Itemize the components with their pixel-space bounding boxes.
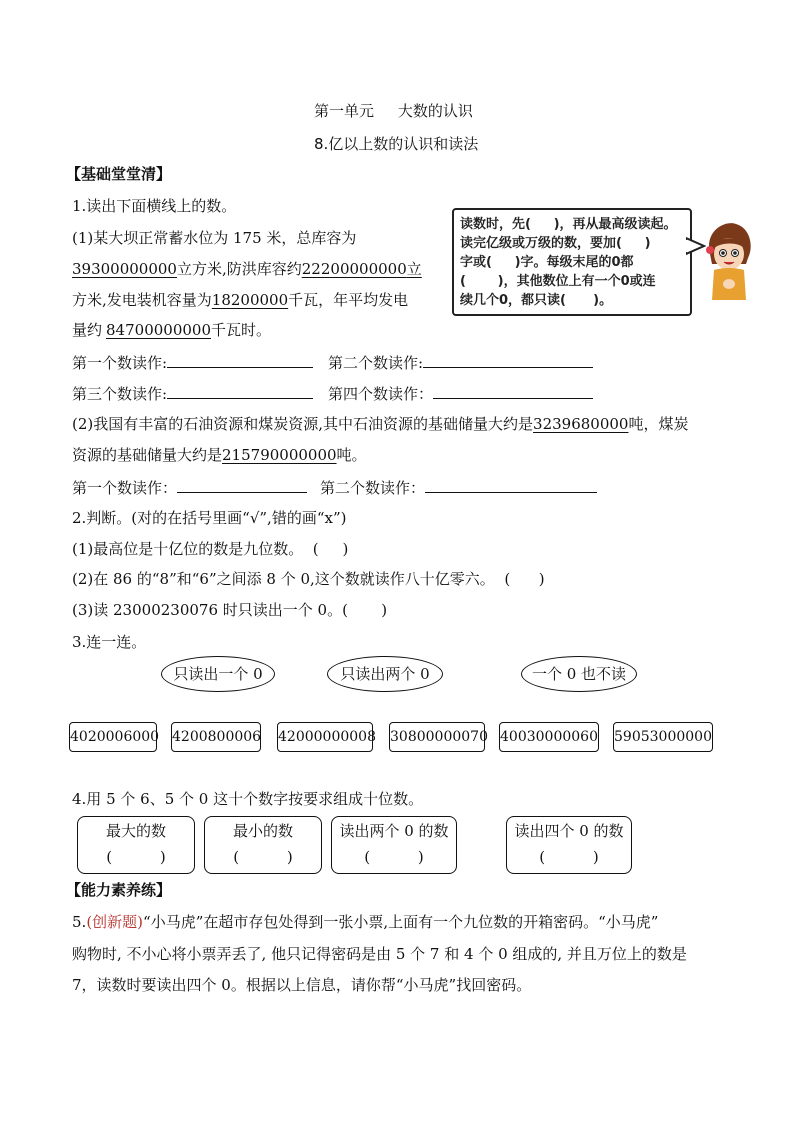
number-5: 3239680000	[533, 415, 629, 433]
q1-read-label: 第四个数读作：	[328, 385, 434, 403]
q2-item-3: (3)读 23000230076 时只读出一个 0。( )	[72, 601, 388, 619]
q1-p1-line4	[72, 320, 271, 340]
read-line-6	[320, 477, 597, 498]
number-box-1[interactable]: 4020006000	[69, 722, 157, 752]
answer-box-smallest[interactable]	[204, 816, 322, 874]
read-line-3	[72, 383, 313, 404]
answer-blank[interactable]	[433, 383, 593, 399]
q1-read-label: 第三个数读作:	[72, 385, 168, 403]
answer-box-label: 读出两个 0 的数	[339, 822, 449, 840]
oval-read-two-zeros[interactable]: 只读出两个 0	[327, 656, 443, 692]
q1-read-label: 第二个数读作:	[328, 354, 424, 372]
number-4: 84700000000	[106, 321, 211, 339]
q1-text: 吨。	[336, 446, 367, 464]
q1-p1-line3	[72, 290, 408, 310]
q1-text: (2)我国有丰富的石油资源和煤炭资源,其中石油资源的基础储量大约是	[72, 415, 534, 433]
lesson-title: 8.亿以上数的认识和读法	[314, 135, 479, 153]
q1-read-label: 第一个数读作：	[72, 479, 178, 497]
read-line-4	[328, 383, 593, 404]
q1-p1-line1: (1)某大坝正常蓄水位为 175 米，总库容为	[72, 229, 357, 247]
tip-bubble	[452, 208, 692, 316]
answer-blank[interactable]	[425, 477, 597, 493]
q1-text: 方米,发电装机容量为	[72, 291, 212, 309]
answer-box-four-zeros[interactable]	[506, 816, 632, 874]
answer-box-paren[interactable]: ( )	[539, 848, 599, 866]
answer-blank[interactable]	[167, 352, 313, 368]
section-ability: 【能力素养练】	[66, 881, 172, 899]
answer-box-label: 读出四个 0 的数	[514, 822, 624, 840]
q1-text: 千瓦，年平均发电	[288, 291, 409, 309]
q1-p2-line2	[72, 445, 367, 465]
q1-p1-line2	[72, 259, 422, 279]
oval-read-one-zero[interactable]: 只读出一个 0	[161, 656, 275, 692]
q1-text: 千瓦时。	[211, 321, 272, 339]
section-basic: 【基础堂堂清】	[66, 165, 172, 183]
number-1: 39300000000	[72, 260, 177, 278]
q5-line-2: 购物时, 不小心将小票弄丢了, 他只记得密码是由 5 个 7 和 4 个 0 组成的, 并且万位上的数是	[72, 945, 687, 963]
q1-text-li: 立	[406, 260, 422, 278]
q5-number: 5.	[72, 913, 87, 931]
q5-text: “小马虎”在超市存包处得到一张小票,上面有一个九位数的开箱密码。“小马虎”	[143, 913, 659, 931]
answer-box-paren[interactable]: ( )	[106, 848, 166, 866]
q2-title: 2.判断。(对的在括号里画“√”,错的画“x”)	[72, 509, 347, 527]
number-box-2[interactable]: 4200800006	[171, 722, 261, 752]
q1-text: 量约	[72, 321, 103, 339]
q1-text: 资源的基础储量大约是	[72, 446, 223, 464]
answer-blank[interactable]	[167, 383, 313, 399]
number-box-4[interactable]: 30800000070	[389, 722, 485, 752]
number-box-5[interactable]: 40030000060	[499, 722, 599, 752]
q5-tag: (创新题)	[86, 913, 144, 931]
tip-line-5: 续几个0，都只读( )。	[460, 293, 613, 308]
answer-box-label: 最小的数	[232, 822, 293, 840]
q1-text: 立方米,防洪库容约	[176, 260, 302, 278]
answer-box-paren[interactable]: ( )	[233, 848, 293, 866]
tip-line-3: 字或( )字。每级末尾的0都	[460, 255, 634, 270]
read-line-5	[72, 477, 307, 498]
q5-line-1	[72, 912, 658, 932]
q3-title: 3.连一连。	[72, 633, 147, 651]
q2-item-2: (2)在 86 的“8”和“6”之间添 8 个 0,这个数就读作八十亿零六。 ( )	[72, 570, 545, 588]
answer-blank[interactable]	[423, 352, 593, 368]
q1-title: 1.读出下面横线上的数。	[72, 197, 237, 215]
read-line-2	[328, 352, 593, 373]
answer-box-label: 最大的数	[105, 822, 166, 840]
answer-box-largest[interactable]	[77, 816, 195, 874]
q5-line-3: 7，读数时要读出四个 0。根据以上信息，请你帮“小马虎”找回密码。	[72, 976, 532, 994]
answer-box-paren[interactable]: ( )	[364, 848, 424, 866]
q1-read-label: 第一个数读作:	[72, 354, 168, 372]
tip-line-2: 读完亿级或万级的数，要加( )	[460, 236, 651, 251]
number-6: 215790000000	[222, 446, 337, 464]
number-3: 18200000	[211, 291, 289, 309]
answer-box-two-zeros[interactable]	[331, 816, 457, 874]
girl-character-icon	[702, 220, 754, 300]
q4-title: 4.用 5 个 6、5 个 0 这十个数字按要求组成十位数。	[72, 790, 424, 808]
read-line-1	[72, 352, 313, 373]
q1-text: 吨，煤炭	[628, 415, 689, 433]
unit-title: 第一单元 大数的认识	[314, 102, 473, 120]
tip-line-1: 读数时，先( )，再从最高级读起。	[460, 217, 677, 232]
q2-item-1: (1)最高位是十亿位的数是九位数。 ( )	[72, 540, 349, 558]
q1-p2-line1	[72, 414, 688, 434]
number-box-6[interactable]: 59053000000	[613, 722, 713, 752]
answer-blank[interactable]	[177, 477, 307, 493]
tip-line-4: ( )，其他数位上有一个0或连	[460, 274, 656, 289]
oval-read-no-zero[interactable]: 一个 0 也不读	[521, 656, 637, 692]
number-2: 22200000000	[301, 260, 407, 278]
q1-read-label: 第二个数读作：	[320, 479, 426, 497]
number-box-3[interactable]: 42000000008	[277, 722, 373, 752]
